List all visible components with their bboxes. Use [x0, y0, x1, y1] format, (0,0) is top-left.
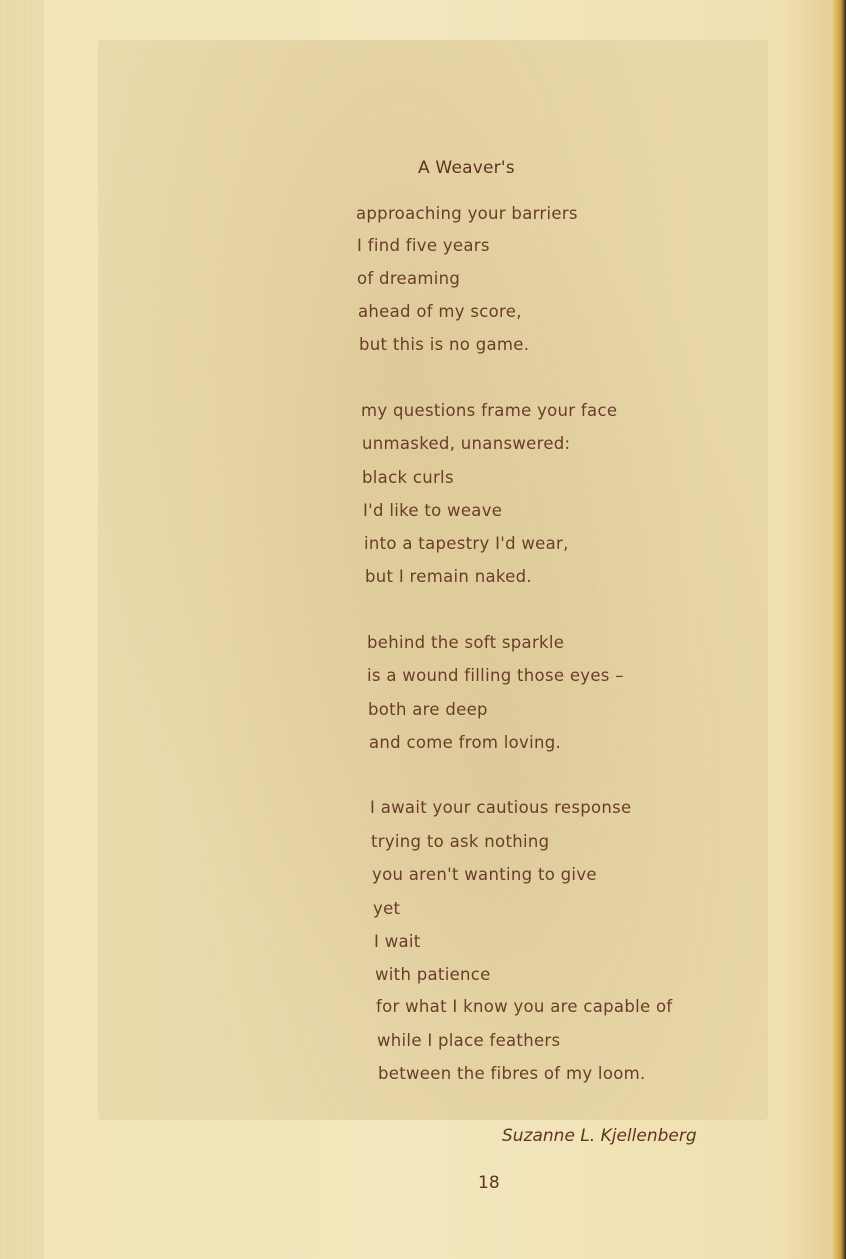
poem-line: trying to ask nothing: [371, 832, 550, 851]
page-number: 18: [478, 1173, 500, 1193]
poem-line: my questions frame your face: [361, 401, 618, 420]
poem-line: I'd like to weave: [363, 501, 503, 520]
poem-line: both are deep: [368, 700, 488, 719]
poem-line: is a wound filling those eyes –: [367, 666, 624, 685]
poem-line: while I place feathers: [377, 1031, 561, 1050]
poem-line: you aren't wanting to give: [372, 865, 597, 884]
poem-line: but I remain naked.: [365, 567, 532, 586]
poem-line: and come from loving.: [369, 733, 562, 752]
poem-line: ahead of my score,: [358, 302, 522, 321]
poem-line: yet: [373, 899, 401, 918]
poem-line: of dreaming: [357, 269, 461, 288]
poem-line: approaching your barriers: [356, 204, 578, 223]
poem-line: behind the soft sparkle: [367, 633, 565, 652]
poem-line: for what I know you are capable of: [376, 997, 673, 1016]
poem-title: A Weaver's: [418, 158, 515, 178]
author-signature: Suzanne L. Kjellenberg: [502, 1126, 697, 1146]
poem-line: with patience: [375, 965, 491, 984]
poem-line: into a tapestry I'd wear,: [364, 534, 569, 553]
poem-line: between the fibres of my loom.: [378, 1064, 646, 1083]
poem-line: I find five years: [357, 236, 490, 255]
poem-line: unmasked, unanswered:: [362, 434, 571, 453]
poem-line: black curls: [362, 468, 454, 487]
poem-line: but this is no game.: [359, 335, 530, 354]
poem-line: I await your cautious response: [370, 798, 632, 817]
poem-line: I wait: [374, 932, 421, 951]
